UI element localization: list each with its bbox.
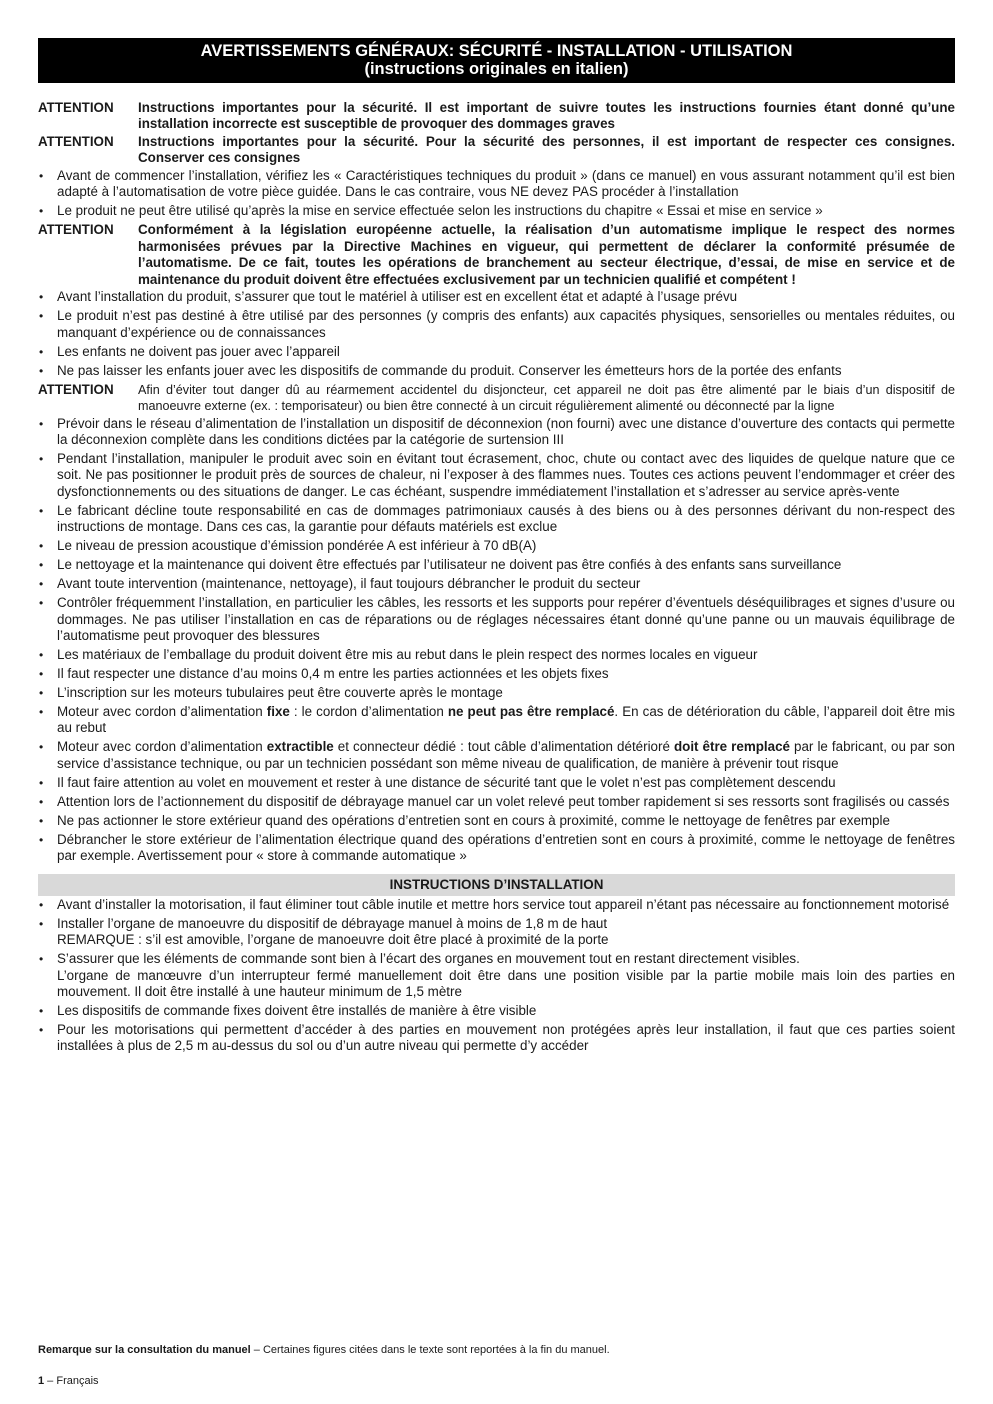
warnings-section <box>38 100 955 1055</box>
bullet-icon: • <box>39 686 44 701</box>
bullet-icon: • <box>39 952 44 967</box>
bullet-icon: • <box>39 705 44 720</box>
list-item: • Ne pas laisser les enfants jouer avec les dispositifs de commande du produit. Conserver les émetteurs hors de la portée des enfants <box>39 362 842 378</box>
list-item: • Avant toute intervention (maintenance, nettoyage), il faut toujours débrancher le produit du secteur <box>39 576 641 592</box>
bullet-icon: • <box>39 1003 44 1018</box>
list-item: • Ne pas actionner le store extérieur quand des opérations d’entretien sont en cours à proximité, comme le nettoyage de fenêtres par exemple <box>39 812 890 828</box>
bullet-icon: • <box>39 897 44 912</box>
attention-block <box>38 100 955 133</box>
bullet-icon: • <box>39 794 44 809</box>
bullet-icon: • <box>39 363 44 378</box>
attention-label: ATTENTION <box>38 381 114 397</box>
emphasis: extractible <box>266 739 334 755</box>
list-item: • Pour les motorisations qui permettent d’accéder à des parties en mouvement non protégées après leur installation, il faut que ces parties soient installées à plus de 2,5 m au-dessus du sol ou d’un autre niveau qui permette d’y accéder <box>39 1021 955 1054</box>
bullet-icon: • <box>39 204 44 219</box>
attention-label: ATTENTION <box>38 134 114 149</box>
list-item: • Les enfants ne doivent pas jouer avec l’appareil <box>39 343 340 359</box>
bullet-icon: • <box>39 416 44 431</box>
attention-text: Instructions importantes pour la sécurité. Pour la sécurité des personnes, il est important de respecter ces consignes. Conserver ces consignes <box>138 134 955 166</box>
list-item: • Avant d’installer la motorisation, il faut éliminer tout câble inutile et mettre hors service tout appareil n’étant pas nécessaire au fonctionnement motorisé <box>39 896 950 912</box>
emphasis: fixe <box>266 704 290 720</box>
list-item: • Prévoir dans le réseau d’alimentation de l’installation un dispositif de déconnexion (non fourni) avec une distance d’ouverture des contacts qui permette la déconnexion complète dans les conditions dictées par la catégorie de surtension III <box>39 415 955 448</box>
emphasis: ne peut pas être remplacé <box>447 704 615 720</box>
emphasis: doit être remplacé <box>673 739 790 755</box>
attention-block <box>38 222 955 288</box>
list-item: • S’assurer que les éléments de commande sont bien à l’écart des organes en mouvement tout en restant directement visibles. L’organe de manœuvre d’un interrupteur fermé manuellement doit être dans une position visible par la partie mobile mais loin des parties en mouvement. Il doit être installé à une hauteur minimum de 1,5 mètre <box>39 951 955 999</box>
list-item: • Avant l’installation du produit, s’assurer que tout le matériel à utiliser est en excellent état et adapté à l’usage prévu <box>39 289 738 305</box>
list-item: • Moteur avec cordon d’alimentation extractible et connecteur dédié : tout câble d’alimentation détérioré doit être remplacé par le fabricant, ou par son service d’assistance technique, ou par un technicien possédant son même niveau de qualification, de manière à prévenir tout risque <box>39 739 955 771</box>
list-item: • Débrancher le store extérieur de l’alimentation électrique quand des opérations d’entretien sont en cours à proximité, comme le nettoyage de fenêtres par exemple. Avertissement pour « store à commande automatique » <box>39 831 955 864</box>
title-bar <box>38 38 955 83</box>
bullet-icon: • <box>39 667 44 682</box>
list-item: • Il faut faire attention au volet en mouvement et rester à une distance de sécurité tant que le volet n’est pas complètement descendu <box>39 774 836 790</box>
list-item: • Le produit n’est pas destiné à être utilisé par des personnes (y compris des enfants) aux capacités physiques, sensorielles ou mentales réduites, ou manquant d’expérience ou de connaissances <box>39 308 955 340</box>
list-item: • Moteur avec cordon d’alimentation fixe : le cordon d’alimentation ne peut pas être remplacé. En cas de détérioration du câble, l’appareil doit être mis au rebut <box>39 704 955 736</box>
page-number: 1 – Français <box>38 1375 99 1387</box>
bullet-icon: • <box>39 813 44 828</box>
bullet-icon: • <box>39 916 44 931</box>
bullet-icon: • <box>39 1022 44 1037</box>
page-subtitle: (instructions originales en italien) <box>364 60 629 78</box>
bullet-icon: • <box>39 775 44 790</box>
list-item: • Avant de commencer l’installation, vérifiez les « Caractéristiques techniques du produit » (dans ce manuel) en vous assurant notamment qu’il est bien adapté à l’automatisation de votre pièce guidée. Dans le cas contraire, vous NE devez PAS procéder à l’installation <box>39 168 955 200</box>
page <box>38 38 955 1057</box>
list-item: • Installer l’organe de manoeuvre du dispositif de débrayage manuel à moins de 1,8 m de haut REMARQUE : s’il est amovible, l’organe de manoeuvre doit être placé à proximité de la porte <box>39 915 609 948</box>
bullet-icon: • <box>39 577 44 592</box>
bullet-icon: • <box>39 740 44 755</box>
footer-note-title: Remarque sur la consultation du manuel <box>38 1344 251 1356</box>
bullet-icon: • <box>39 832 44 847</box>
page-title: AVERTISSEMENTS GÉNÉRAUX: SÉCURITÉ - INSTALLATION - UTILISATION <box>200 42 793 60</box>
bullet-icon: • <box>39 648 44 663</box>
bullet-icon: • <box>39 452 44 467</box>
attention-block <box>38 382 955 415</box>
list-item: • Il faut respecter une distance d’au moins 0,4 m entre les parties actionnées et les objets fixes <box>39 666 609 682</box>
list-item: • Attention lors de l’actionnement du dispositif de débrayage manuel car un volet relevé peut tomber rapidement si ses ressorts sont fragilisés ou cassés <box>39 793 950 809</box>
list-item: • Le fabricant décline toute responsabilité en cas de dommages patrimoniaux causés à des biens ou à des personnes dérivant du non-respect des instructions de montage. Dans ces cas, la garantie pour défauts matériels est exclue <box>39 502 955 535</box>
bullet-icon: • <box>39 539 44 554</box>
attention-label: ATTENTION <box>38 100 114 115</box>
section-heading: INSTRUCTIONS D’INSTALLATION <box>38 874 955 896</box>
list-item: • Contrôler fréquemment l’installation, en particulier les câbles, les ressorts et les supports pour repérer d’éventuels déséquilibrages et signes d’usure ou dommages. Ne pas utiliser l’installation en cas de réparations ou de réglages nécessaires étant donné qu’une panne ou un mauvais équilibrage de l’automatisme peut provoquer des blessures <box>39 595 955 644</box>
bullet-icon: • <box>39 558 44 573</box>
attention-block <box>38 134 955 167</box>
list-item: • Pendant l’installation, manipuler le produit avec soin en évitant tout écrasement, choc, chute ou contact avec des liquides de quelque nature que ce soit. Ne pas positionner le produit près de sources de chaleur, ni l’exposer à des flammes nues. Toutes ces actions peuvent l’endommager et créer des dysfonctionnements ou des situations de danger. Le cas échéant, suspendre immédiatement l’installation et s’adresser au service après-vente <box>39 451 955 499</box>
list-item: • Le niveau de pression acoustique d’émission pondérée A est inférieur à 70 dB(A) <box>39 538 537 554</box>
bullet-icon: • <box>39 169 44 183</box>
attention-text: Instructions importantes pour la sécurité. Il est important de suivre toutes les instructions fournies étant donné qu’une installation incorrecte est susceptible de provoquer des dommages graves <box>138 100 955 132</box>
footer-note-text: – Certaines figures citées dans le texte sont reportées à la fin du manuel. <box>250 1344 610 1356</box>
list-item: • Les matériaux de l’emballage du produit doivent être mis au rebut dans le plein respect des normes locales en vigueur <box>39 647 758 663</box>
bullet-icon: • <box>39 596 44 611</box>
bullet-icon: • <box>39 309 44 324</box>
footer-note <box>38 1344 610 1357</box>
attention-text: Conformément à la législation européenne actuelle, la réalisation d’un automatisme implique le respect des normes harmonisées prévues par la Directive Machines en vigueur, qui permettent de déclarer la conformité présumée de l’automatisme. De ce fait, toutes les opérations de branchement au secteur électrique, d’essai, de mise en service et de maintenance du produit doivent être effectuées exclusivement par un technicien qualifié et compétent ! <box>138 222 955 287</box>
bullet-icon: • <box>39 290 44 305</box>
attention-label: ATTENTION <box>38 222 114 238</box>
list-item: • Le nettoyage et la maintenance qui doivent être effectués par l’utilisateur ne doivent pas être confiés à des enfants sans surveillance <box>39 557 842 573</box>
list-item: • Les dispositifs de commande fixes doivent être installés de manière à être visible <box>39 1002 537 1018</box>
list-item: • L’inscription sur les moteurs tubulaires peut être couverte après le montage <box>39 685 503 701</box>
attention-text: Afin d’éviter tout danger dû au réarmement accidentel du disjoncteur, cet appareil ne doit pas être alimenté par le biais d’un dispositif de manoeuvre externe (ex. : temporisateur) ou bien être connecté à un circuit régulièrement alimenté ou déconnecté par la ligne <box>138 382 955 414</box>
list-item: • Le produit ne peut être utilisé qu’après la mise en service effectuée selon les instructions du chapitre « Essai et mise en service » <box>39 203 823 219</box>
bullet-icon: • <box>39 503 44 518</box>
bullet-icon: • <box>39 344 44 359</box>
